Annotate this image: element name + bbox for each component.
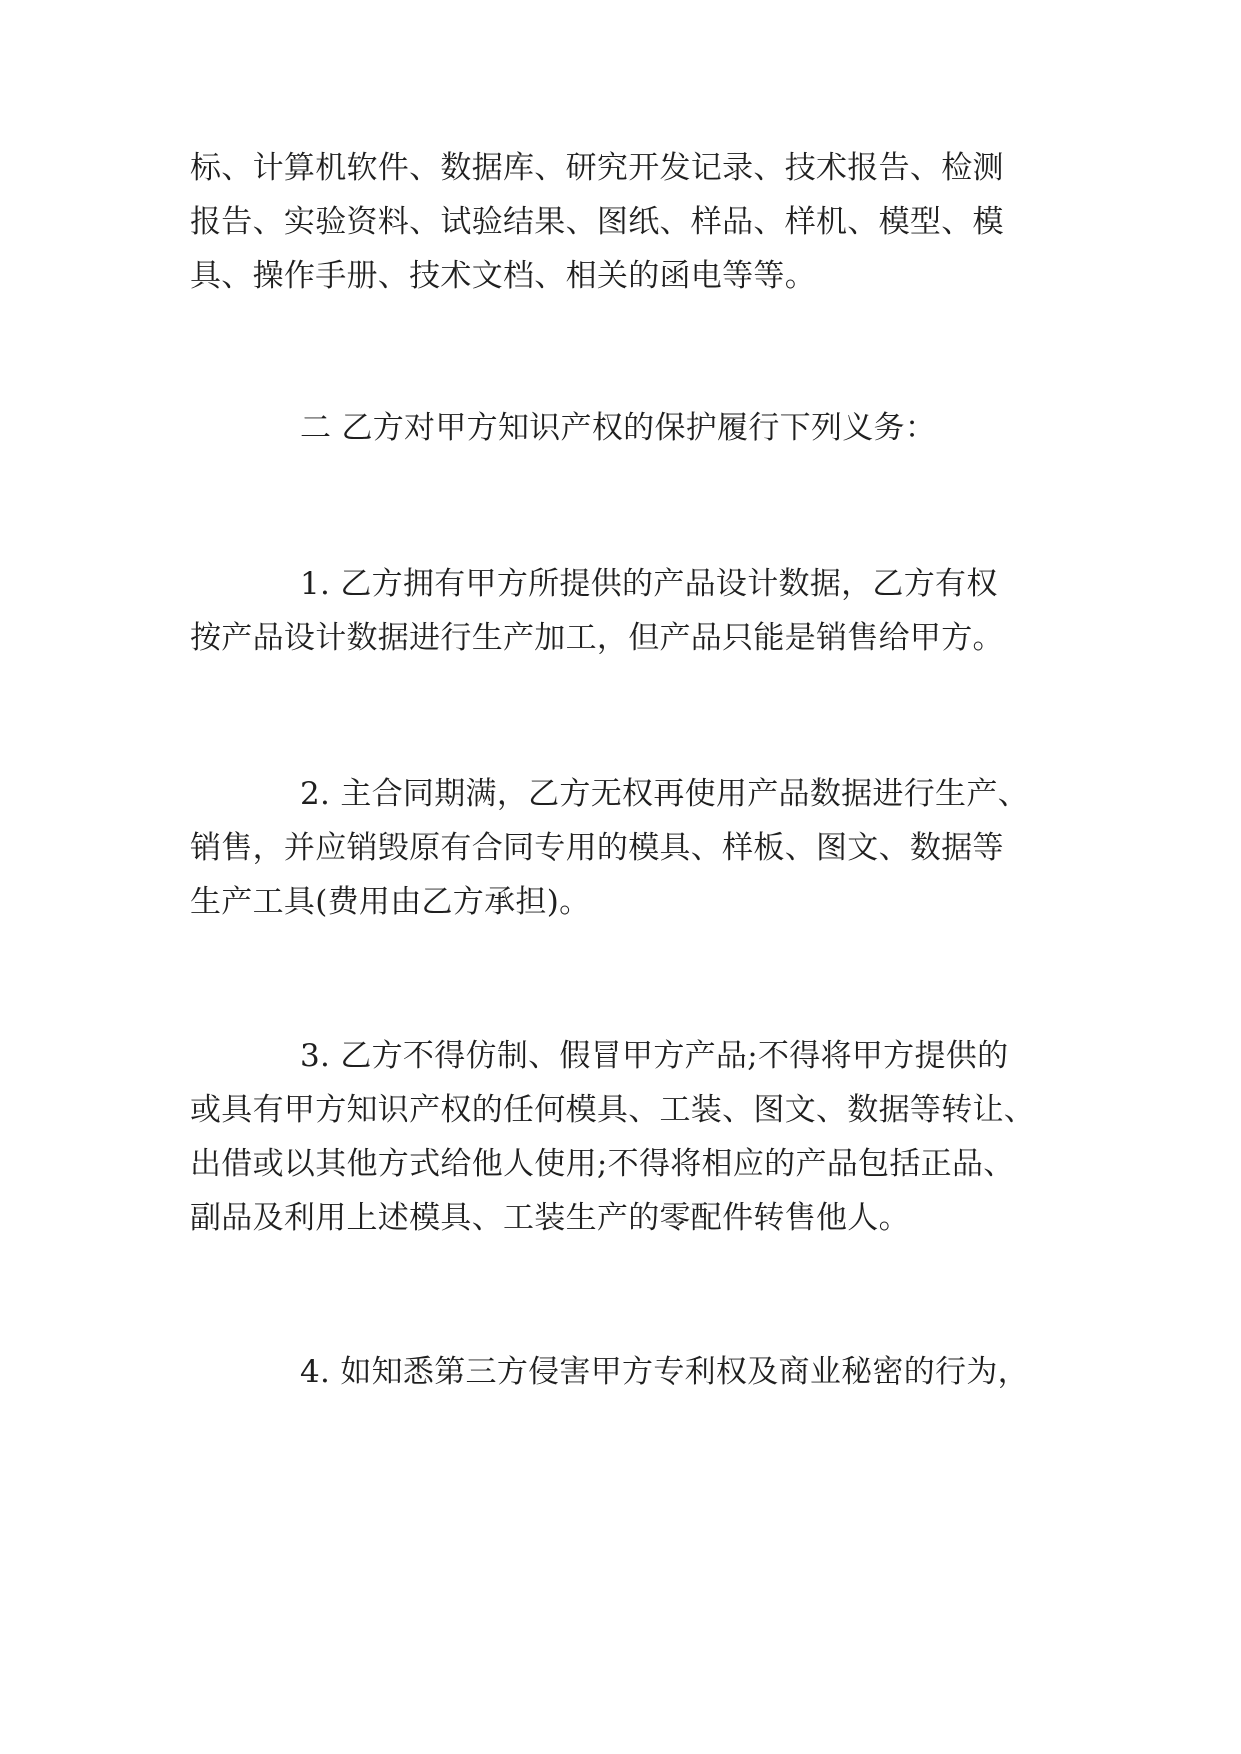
text-line: 销售，并应销毁原有合同专用的模具、样板、图文、数据等	[190, 830, 1004, 866]
text-line: 生产工具(费用由乙方承担)。	[190, 884, 591, 920]
section-heading: 二 乙方对甲方知识产权的保护履行下列义务：	[300, 410, 937, 446]
text-line: 副品及利用上述模具、工装生产的零配件转售他人。	[190, 1200, 910, 1236]
text-line: 1. 乙方拥有甲方所提供的产品设计数据，乙方有权	[300, 566, 998, 602]
text-line: 出借或以其他方式给他人使用;不得将相应的产品包括正品、	[190, 1146, 1015, 1182]
text-line: 或具有甲方知识产权的任何模具、工装、图文、数据等转让、	[190, 1092, 1036, 1128]
text-line: 按产品设计数据进行生产加工，但产品只能是销售给甲方。	[190, 620, 1004, 656]
text-line: 具、操作手册、技术文档、相关的函电等等。	[190, 258, 816, 294]
text-line: 2. 主合同期满，乙方无权再使用产品数据进行生产、	[300, 776, 1029, 812]
text-line: 4. 如知悉第三方侵害甲方专利权及商业秘密的行为，	[300, 1354, 1029, 1390]
text-line: 报告、实验资料、试验结果、图纸、样品、样机、模型、模	[190, 204, 1004, 240]
text-line: 标、计算机软件、数据库、研究开发记录、技术报告、检测	[190, 150, 1004, 186]
text-line: 3. 乙方不得仿制、假冒甲方产品;不得将甲方提供的	[300, 1038, 1009, 1074]
